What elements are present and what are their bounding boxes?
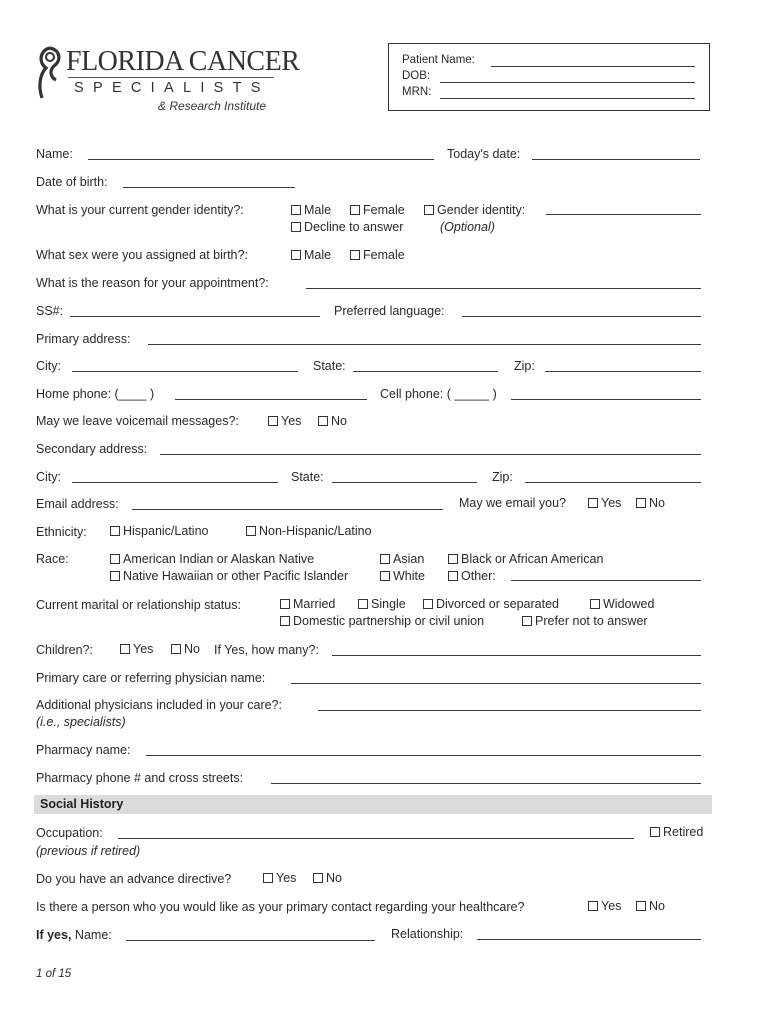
option-label: Yes [601, 899, 622, 913]
option-label: Yes [133, 642, 154, 656]
page-number: 1 of 15 [36, 968, 72, 980]
patient-dob-label: DOB: [402, 70, 431, 82]
advance-directive-question: Do you have an advance directive? [36, 872, 232, 886]
option-label: No [184, 642, 200, 656]
advance-no-option[interactable] [313, 871, 342, 885]
option-label: Widowed [603, 597, 655, 611]
patient-dob-field[interactable] [440, 82, 695, 83]
checkbox[interactable] [636, 901, 646, 911]
patient-mrn-field[interactable] [440, 98, 695, 99]
dob-label: Date of birth: [36, 175, 108, 189]
option-label: Male [304, 203, 332, 217]
occupation-field[interactable] [118, 838, 634, 839]
retired-option[interactable] [650, 825, 703, 839]
city-label: City: [36, 359, 61, 373]
gender-identity-field[interactable] [546, 214, 701, 215]
race-asian-option[interactable] [380, 552, 424, 566]
checkbox[interactable] [268, 416, 278, 426]
checkbox[interactable] [110, 526, 120, 536]
pharmacy-label: Pharmacy name: [36, 743, 131, 757]
advance-yes-option[interactable] [263, 871, 296, 885]
option-label: No [649, 496, 665, 510]
patient-name-label: Patient Name: [402, 54, 475, 66]
checkbox[interactable] [291, 205, 301, 215]
logo-divider [68, 77, 274, 78]
checkbox[interactable] [110, 571, 120, 581]
option-label: Decline to answer [304, 220, 404, 234]
reason-label: What is the reason for your appointment?: [36, 276, 269, 290]
todays-date-field[interactable] [532, 159, 700, 160]
primary-contact-yes-option[interactable] [588, 899, 621, 913]
gender-decline-option[interactable] [291, 220, 403, 234]
home-phone-label: Home phone: (____ ) [36, 387, 155, 401]
ribbon-logo-icon [36, 44, 66, 100]
marital-divorced-option[interactable] [423, 597, 559, 611]
relationship-label: Relationship: [391, 927, 464, 941]
race-other-option[interactable] [448, 569, 496, 583]
dob-field[interactable] [123, 187, 295, 188]
zip2-label: Zip: [492, 470, 513, 484]
pharmacy-phone-field[interactable] [271, 783, 701, 784]
ethnicity-hispanic-option[interactable] [110, 524, 208, 538]
ethnicity-nonhispanic-option[interactable] [246, 524, 372, 538]
primary-address-label: Primary address: [36, 332, 131, 346]
checkbox[interactable] [280, 616, 290, 626]
checkbox[interactable] [350, 250, 360, 260]
checkbox[interactable] [380, 554, 390, 564]
option-label: Divorced or separated [436, 597, 559, 611]
option-label: Other: [461, 569, 496, 583]
option-label: Non-Hispanic/Latino [259, 524, 372, 538]
gender-female-option[interactable] [350, 203, 405, 217]
logo-title: FLORIDA CANCER [66, 46, 300, 77]
ss-label: SS#: [36, 304, 64, 318]
checkbox[interactable] [590, 599, 600, 609]
pharmacy-phone-label: Pharmacy phone # and cross streets: [36, 771, 244, 785]
social-history-header [34, 795, 712, 814]
checkbox[interactable] [120, 644, 130, 654]
home-phone-field[interactable] [175, 399, 367, 400]
city2-label: City: [36, 470, 61, 484]
checkbox[interactable] [350, 205, 360, 215]
checkbox[interactable] [358, 599, 368, 609]
option-label: Male [304, 248, 332, 262]
marital-married-option[interactable] [280, 597, 335, 611]
voicemail-question: May we leave voicemail messages?: [36, 414, 239, 428]
checkbox[interactable] [246, 526, 256, 536]
checkbox[interactable] [650, 827, 660, 837]
checkbox[interactable] [291, 250, 301, 260]
section-title: Social History [40, 797, 124, 811]
option-label: Black or African American [461, 552, 604, 566]
gender-identity-option[interactable] [424, 203, 525, 217]
contact-name-label: Name: [74, 928, 112, 942]
option-label: Gender identity: [437, 203, 526, 217]
marital-prefer-option[interactable] [522, 614, 648, 628]
primary-contact-no-option[interactable] [636, 899, 665, 913]
race-white-option[interactable] [380, 569, 425, 583]
ethnicity-label: Ethnicity: [36, 525, 87, 539]
addl-physicians-field[interactable] [318, 710, 701, 711]
checkbox[interactable] [291, 222, 301, 232]
checkbox[interactable] [424, 205, 434, 215]
checkbox[interactable] [380, 571, 390, 581]
voicemail-yes-option[interactable] [268, 414, 301, 428]
pharmacy-field[interactable] [146, 755, 701, 756]
name-field[interactable] [88, 159, 434, 160]
gender-male-option[interactable] [291, 203, 331, 217]
sex-male-option[interactable] [291, 248, 331, 262]
option-label: Native Hawaiian or other Pacific Islander [123, 569, 349, 583]
sex-female-option[interactable] [350, 248, 405, 262]
todays-date-label: Today's date: [447, 147, 521, 161]
contact-name-field[interactable] [126, 940, 375, 941]
zip-label: Zip: [514, 359, 535, 373]
option-label: No [331, 414, 347, 428]
email-question: May we email you? [459, 496, 566, 510]
option-label: Yes [281, 414, 302, 428]
race-nhpi-option[interactable] [110, 569, 348, 583]
email-yes-option[interactable] [588, 496, 621, 510]
checkbox[interactable] [280, 599, 290, 609]
logo-tagline: & Research Institute [158, 99, 267, 113]
marital-label: Current marital or relationship status: [36, 598, 241, 612]
email-label: Email address: [36, 497, 119, 511]
option-label: Prefer not to answer [535, 614, 648, 628]
race-label: Race: [36, 552, 69, 566]
sex-question: What sex were you assigned at birth?: [36, 248, 248, 262]
children-howmany-label: If Yes, how many?: [214, 643, 319, 657]
name-label: Name: [36, 147, 73, 161]
gender-optional-note: (Optional) [440, 220, 495, 234]
children-label: Children?: [36, 643, 93, 657]
email-field[interactable] [132, 509, 443, 510]
secondary-address-label: Secondary address: [36, 442, 148, 456]
option-label: White [393, 569, 425, 583]
pcp-label: Primary care or referring physician name: [36, 671, 266, 685]
city2-field[interactable] [72, 482, 278, 483]
checkbox[interactable] [171, 644, 181, 654]
children-yes-option[interactable] [120, 642, 153, 656]
checkbox[interactable] [448, 571, 458, 581]
race-other-field[interactable] [511, 580, 701, 581]
voicemail-no-option[interactable] [318, 414, 347, 428]
option-label: Asian [393, 552, 425, 566]
marital-domestic-option[interactable] [280, 614, 484, 628]
option-label: No [649, 899, 665, 913]
children-no-option[interactable] [171, 642, 200, 656]
state-label: State: [313, 359, 346, 373]
preferred-language-field[interactable] [462, 316, 701, 317]
preferred-language-label: Preferred language: [334, 304, 445, 318]
if-yes-label: If yes, [36, 928, 72, 942]
checkbox[interactable] [318, 416, 328, 426]
checkbox[interactable] [636, 498, 646, 508]
checkbox[interactable] [423, 599, 433, 609]
gender-question: What is your current gender identity?: [36, 203, 244, 217]
primary-address-field[interactable] [148, 344, 701, 345]
race-black-option[interactable] [448, 552, 603, 566]
state2-field[interactable] [332, 482, 477, 483]
option-label: Yes [276, 871, 297, 885]
pcp-field[interactable] [291, 683, 701, 684]
checkbox[interactable] [448, 554, 458, 564]
primary-contact-question: Is there a person who you would like as your primary contact regarding your healthcare? [36, 900, 525, 914]
zip2-field[interactable] [525, 482, 701, 483]
occupation-label: Occupation: [36, 826, 103, 840]
option-label: Female [363, 248, 405, 262]
addl-physicians-note: (i.e., specialists) [36, 715, 126, 729]
option-label: American Indian or Alaskan Native [123, 552, 315, 566]
secondary-address-field[interactable] [160, 454, 701, 455]
occupation-note: (previous if retired) [36, 844, 141, 858]
option-label: No [326, 871, 342, 885]
marital-widowed-option[interactable] [590, 597, 654, 611]
ss-field[interactable] [70, 316, 320, 317]
checkbox[interactable] [110, 554, 120, 564]
patient-name-field[interactable] [491, 66, 695, 67]
if-yes-row [36, 928, 112, 942]
patient-mrn-label: MRN: [402, 86, 432, 98]
city-field[interactable] [72, 371, 298, 372]
logo-subtitle: SPECIALISTS [74, 80, 270, 96]
marital-single-option[interactable] [358, 597, 406, 611]
relationship-field[interactable] [477, 939, 701, 940]
children-howmany-field[interactable] [332, 655, 701, 656]
option-label: Female [363, 203, 405, 217]
checkbox[interactable] [522, 616, 532, 626]
state-field[interactable] [353, 371, 498, 372]
race-aian-option[interactable] [110, 552, 314, 566]
option-label: Yes [601, 496, 622, 510]
checkbox[interactable] [263, 873, 273, 883]
email-no-option[interactable] [636, 496, 665, 510]
option-label: Single [371, 597, 406, 611]
option-label: Hispanic/Latino [123, 524, 209, 538]
option-label: Married [293, 597, 336, 611]
zip-field[interactable] [545, 371, 701, 372]
checkbox[interactable] [588, 901, 598, 911]
checkbox[interactable] [313, 873, 323, 883]
state2-label: State: [291, 470, 324, 484]
cell-phone-field[interactable] [511, 399, 701, 400]
option-label: Domestic partnership or civil union [293, 614, 485, 628]
addl-physicians-label: Additional physicians included in your care?: [36, 698, 282, 712]
option-label: Retired [663, 825, 704, 839]
checkbox[interactable] [588, 498, 598, 508]
reason-field[interactable] [306, 288, 701, 289]
cell-phone-label: Cell phone: ( _____ ) [380, 387, 497, 401]
